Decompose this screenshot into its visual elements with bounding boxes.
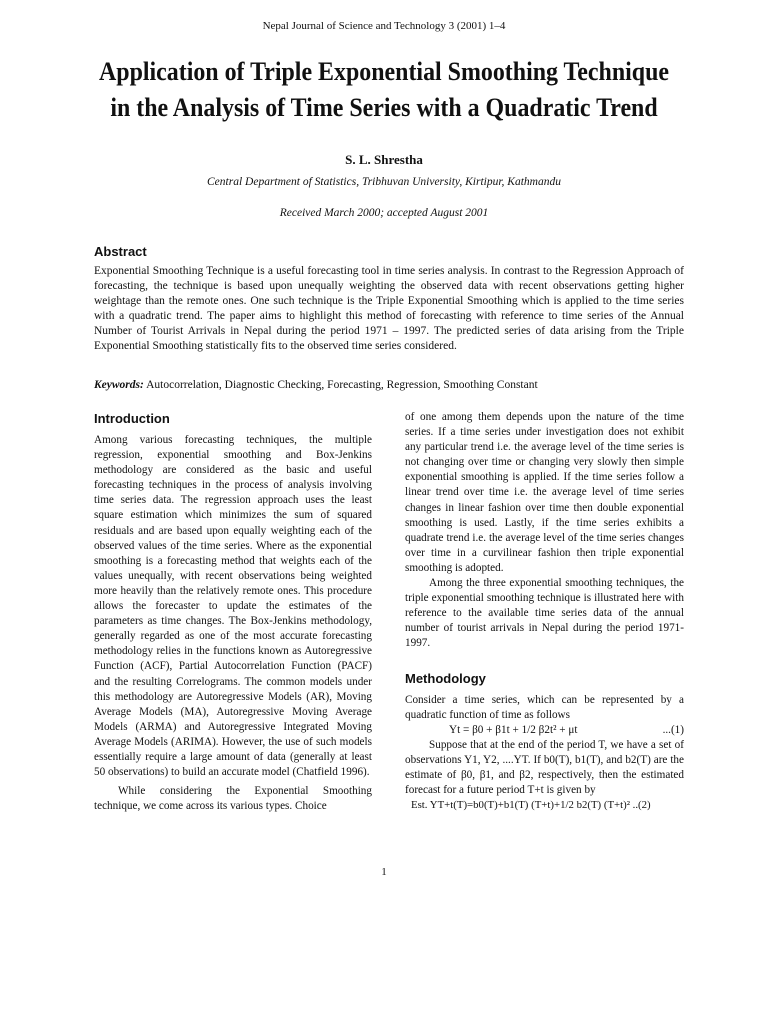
paper-title bbox=[86, 54, 682, 126]
introduction-paragraph-4: Among the three exponential smoothing techniques, the triple exponential smoothing technique is illustrated here with reference to the available time series data of the annual number of tourist arrivals in Nepal during the period 1971-1997. bbox=[405, 577, 684, 650]
equation-1-number: ...(1) bbox=[662, 723, 684, 736]
equation-1 bbox=[405, 723, 684, 738]
keywords-text: Autocorrelation, Diagnostic Checking, Forecasting, Regression, Smoothing Constant bbox=[146, 379, 538, 391]
introduction-paragraph-2: While considering the Exponential Smoothing technique, we come across its various types. Choice bbox=[94, 785, 372, 813]
introduction-heading: Introduction bbox=[94, 411, 170, 426]
page-number: 1 bbox=[381, 866, 387, 878]
equation-1-formula: Yt = β0 + β1t + 1/2 β2t² + μt bbox=[449, 723, 578, 736]
keywords bbox=[94, 378, 684, 393]
received-dates: Received March 2000; accepted August 2001 bbox=[279, 207, 489, 219]
methodology-paragraph-1: Consider a time series, which can be represented by a quadratic function of time as follows bbox=[405, 693, 684, 721]
right-column bbox=[405, 410, 684, 813]
title-line-1: Application of Triple Exponential Smoothing Technique bbox=[98, 57, 669, 86]
keywords-label: Keywords: bbox=[94, 379, 144, 391]
left-column bbox=[94, 410, 372, 814]
introduction-paragraph-1: Among various forecasting techniques, the multiple regression, exponential smoothing and Box-Jenkins methodology are considered as the basic and useful forecasting techniques in the process of analysis involving time series data. The regression approach uses the least square estimation which minimizes the sum of squared residuals and are based upon equally weighting each of the observed values of the time series. Where as the exponential smoothing is a forecasting method that weights each of the values unequally, with recent observations being weighted more heavily than the relatively remote ones. This procedure allows the forecaster to update the estimates of the parameters as time changes. The Box-Jenkins methodology, generally regarded as one of the most accurate forecasting methodology relies in the functions known as Autoregressive Function (ACF), Partial Autocorrelation Function (PACF) and the resulting Correlograms. The common models under this methodology are Autoregressive Models (AR), Moving Average Models (MA), Autoregressive Moving Average Models (ARMA) and Autoregressive Integrated Moving Average Models (ARIMA). However, the use of such models essentially require a large amount of data (generally at least 50 observations) to build an accurate model (Chatfield 1996). bbox=[94, 434, 372, 779]
abstract-heading: Abstract bbox=[94, 244, 147, 259]
equation-2: Est. YT+t(T)=b0(T)+b1(T) (T+t)+1/2 b2(T) (T+t)² ..(2) bbox=[411, 799, 651, 812]
methodology-paragraph-2: Suppose that at the end of the period T, we have a set of observations Y1, Y2, ....YT. If b0(T), b1(T), and b2(T) are the estimate of β0, β1, and β2, respectively, then the estimated forecast for a future period T+t is given by bbox=[405, 738, 684, 797]
author-name: S. L. Shrestha bbox=[345, 152, 423, 167]
abstract-body: Exponential Smoothing Technique is a useful forecasting tool in time series analysis. In contrast to the Regression Approach of forecasting, the technique is based upon unequally weighting the observed data with recent observations getting higher weightage than the remote ones. One such technique is the Triple Exponential Smoothing which is applied to the time series with a quadratic trend. The paper aims to highlight this method of forecasting with reference to time series of the Annual Number of Tourist Arrivals in Nepal during the period 1971 – 1997. The predicted series of data arising from the Triple Exponential Smoothing statistically fits to the observed time series considered. bbox=[94, 265, 684, 352]
title-line-2: in the Analysis of Time Series with a Quadratic Trend bbox=[110, 93, 658, 122]
methodology-heading: Methodology bbox=[405, 670, 486, 686]
running-head: Nepal Journal of Science and Technology 3 (2001) 1–4 bbox=[262, 20, 506, 32]
introduction-paragraph-3: of one among them depends upon the nature of the time series. If a time series under investigation does not exhibit any particular trend i.e. the average level of the time series is not changing over time or changing very slowly then simple exponential smoothing is applied. If the time series follow a linear trend over time i.e. the average level of time series changes in linear fashion over time then double exponential smoothing is used. Lastly, if the time series exhibits a quadrate trend i.e. the average level of the time series changes over time in a curvilinear fashion then triple exponential smoothing is adopted. bbox=[405, 411, 684, 574]
author-affiliation: Central Department of Statistics, Tribhuvan University, Kirtipur, Kathmandu bbox=[207, 176, 561, 188]
